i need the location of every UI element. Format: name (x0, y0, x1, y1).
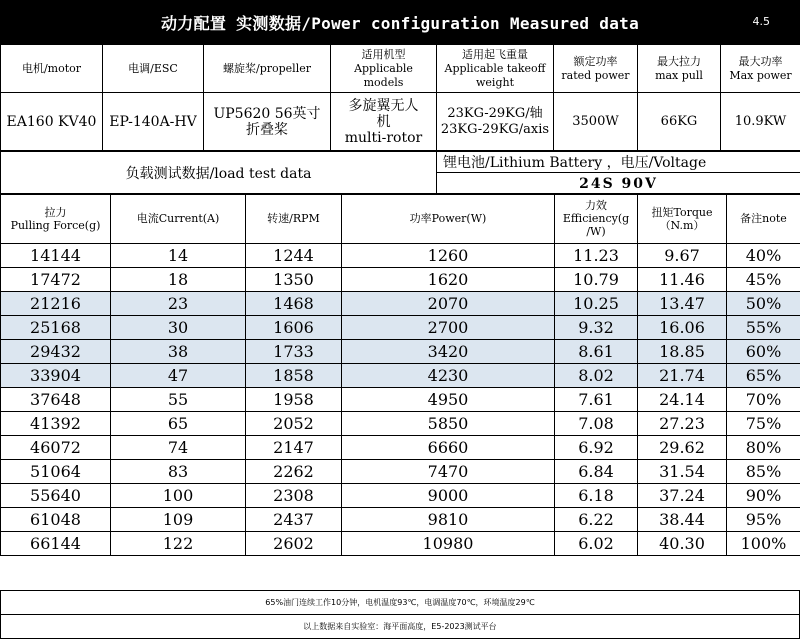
cell-note: 90% (727, 484, 800, 508)
col-header-torque: 扭矩Torque （N.m） (638, 194, 727, 244)
table-row (1, 268, 800, 292)
cell-rpm: 1350 (246, 268, 342, 292)
cell-torque: 9.67 (638, 244, 727, 268)
cell-eff: 9.32 (555, 316, 638, 340)
cell-eff: 6.22 (555, 508, 638, 532)
cell-torque: 38.44 (638, 508, 727, 532)
cell-eff: 11.23 (555, 244, 638, 268)
cell-note: 70% (727, 388, 800, 412)
cell-rpm: 1468 (246, 292, 342, 316)
footnote-table (0, 590, 800, 639)
footnote-conditions: 65%油门连续工作10分钟，电机温度93℃，电调温度70℃，环境温度29℃ (1, 591, 800, 615)
table-row (1, 460, 800, 484)
table-row (1, 340, 800, 364)
cell-note: 65% (727, 364, 800, 388)
cell-rpm: 2262 (246, 460, 342, 484)
table-row (1, 244, 800, 268)
battery-label: 锂电池/Lithium Battery ，电压/Voltage (437, 151, 800, 173)
cell-force: 46072 (1, 436, 111, 460)
cell-rpm: 2308 (246, 484, 342, 508)
cell-rpm: 1858 (246, 364, 342, 388)
spec-header-max-power: 最大功率 Max power (721, 45, 800, 93)
cell-torque: 18.85 (638, 340, 727, 364)
cell-power: 4230 (342, 364, 555, 388)
cell-eff: 10.79 (555, 268, 638, 292)
cell-power: 4950 (342, 388, 555, 412)
cell-rpm: 1606 (246, 316, 342, 340)
table-row (1, 484, 800, 508)
table-row (1, 316, 800, 340)
cell-current: 83 (111, 460, 246, 484)
cell-rpm: 1733 (246, 340, 342, 364)
spec-header-rated-power: 额定功率 rated power (554, 45, 638, 93)
load-header-table (0, 150, 800, 195)
col-header-force: 拉力 Pulling Force(g) (1, 194, 111, 244)
cell-power: 9810 (342, 508, 555, 532)
cell-force: 51064 (1, 460, 111, 484)
cell-force: 25168 (1, 316, 111, 340)
cell-eff: 7.61 (555, 388, 638, 412)
spec-motor: EA160 KV40 (1, 93, 103, 152)
cell-force: 21216 (1, 292, 111, 316)
col-header-note: 备注note (727, 194, 800, 244)
spec-header-models: 适用机型 Applicable models (331, 45, 437, 93)
cell-note: 95% (727, 508, 800, 532)
data-header-row (1, 194, 800, 244)
cell-eff: 6.02 (555, 532, 638, 556)
cell-power: 5850 (342, 412, 555, 436)
load-test-title: 负载测试数据/load test data (1, 151, 437, 195)
spec-max-pull: 66KG (638, 93, 721, 152)
cell-note: 55% (727, 316, 800, 340)
cell-torque: 24.14 (638, 388, 727, 412)
cell-current: 74 (111, 436, 246, 460)
footnote-source: 以上数据来自实验室：海平面高度，E5-2023测试平台 (1, 615, 800, 639)
cell-note: 80% (727, 436, 800, 460)
spec-max-power: 10.9KW (721, 93, 800, 152)
cell-force: 66144 (1, 532, 111, 556)
cell-rpm: 1958 (246, 388, 342, 412)
cell-torque: 37.24 (638, 484, 727, 508)
table-row (1, 292, 800, 316)
cell-power: 3420 (342, 340, 555, 364)
table-row (1, 436, 800, 460)
cell-eff: 6.92 (555, 436, 638, 460)
cell-power: 6660 (342, 436, 555, 460)
spec-esc: EP-140A-HV (103, 93, 204, 152)
cell-power: 1620 (342, 268, 555, 292)
data-rows (1, 244, 800, 556)
spec-header-esc: 电调/ESC (103, 45, 204, 93)
table-row (1, 364, 800, 388)
cell-torque: 40.30 (638, 532, 727, 556)
spec-propeller: UP5620 56英寸 折叠桨 (204, 93, 331, 152)
cell-current: 122 (111, 532, 246, 556)
title-bar (0, 0, 800, 44)
cell-torque: 29.62 (638, 436, 727, 460)
cell-rpm: 2602 (246, 532, 342, 556)
col-header-current: 电流Current(A) (111, 194, 246, 244)
table-row (1, 532, 800, 556)
cell-power: 9000 (342, 484, 555, 508)
cell-power: 7470 (342, 460, 555, 484)
load-data-table (0, 193, 800, 556)
spec-header-motor: 电机/motor (1, 45, 103, 93)
table-row (1, 412, 800, 436)
cell-eff: 10.25 (555, 292, 638, 316)
cell-current: 55 (111, 388, 246, 412)
cell-rpm: 2437 (246, 508, 342, 532)
cell-current: 109 (111, 508, 246, 532)
cell-current: 30 (111, 316, 246, 340)
spec-models: 多旋翼无人 机 multi-rotor (331, 93, 437, 152)
cell-force: 29432 (1, 340, 111, 364)
cell-note: 50% (727, 292, 800, 316)
cell-force: 33904 (1, 364, 111, 388)
cell-force: 61048 (1, 508, 111, 532)
cell-current: 18 (111, 268, 246, 292)
cell-torque: 13.47 (638, 292, 727, 316)
cell-eff: 6.84 (555, 460, 638, 484)
cell-note: 100% (727, 532, 800, 556)
cell-force: 37648 (1, 388, 111, 412)
version-label: 4.5 (752, 15, 770, 28)
cell-current: 100 (111, 484, 246, 508)
cell-torque: 16.06 (638, 316, 727, 340)
cell-power: 2070 (342, 292, 555, 316)
cell-force: 41392 (1, 412, 111, 436)
spec-header-propeller: 螺旋桨/propeller (204, 45, 331, 93)
cell-current: 65 (111, 412, 246, 436)
spec-takeoff-weight: 23KG-29KG/轴 23KG-29KG/axis (437, 93, 554, 152)
cell-note: 45% (727, 268, 800, 292)
spec-table (0, 44, 800, 152)
cell-eff: 7.08 (555, 412, 638, 436)
cell-torque: 21.74 (638, 364, 727, 388)
cell-current: 47 (111, 364, 246, 388)
cell-current: 14 (111, 244, 246, 268)
cell-power: 2700 (342, 316, 555, 340)
col-header-rpm: 转速/RPM (246, 194, 342, 244)
cell-note: 75% (727, 412, 800, 436)
cell-torque: 31.54 (638, 460, 727, 484)
spec-header-max-pull: 最大拉力 max pull (638, 45, 721, 93)
cell-note: 40% (727, 244, 800, 268)
cell-power: 1260 (342, 244, 555, 268)
cell-eff: 6.18 (555, 484, 638, 508)
table-row (1, 508, 800, 532)
cell-rpm: 2052 (246, 412, 342, 436)
col-header-power: 功率Power(W) (342, 194, 555, 244)
battery-value: 24S 90V (437, 173, 800, 195)
cell-power: 10980 (342, 532, 555, 556)
cell-current: 23 (111, 292, 246, 316)
cell-current: 38 (111, 340, 246, 364)
page-title: 动力配置 实测数据/Power configuration Measured data (160, 13, 640, 33)
cell-force: 14144 (1, 244, 111, 268)
cell-eff: 8.61 (555, 340, 638, 364)
cell-torque: 27.23 (638, 412, 727, 436)
cell-note: 60% (727, 340, 800, 364)
spec-header-takeoff-weight: 适用起飞重量 Applicable takeoff weight (437, 45, 554, 93)
cell-force: 55640 (1, 484, 111, 508)
cell-torque: 11.46 (638, 268, 727, 292)
spec-rated-power: 3500W (554, 93, 638, 152)
cell-eff: 8.02 (555, 364, 638, 388)
col-header-efficiency: 力效 Efficiency(g /W) (555, 194, 638, 244)
cell-rpm: 1244 (246, 244, 342, 268)
cell-force: 17472 (1, 268, 111, 292)
table-row (1, 388, 800, 412)
cell-rpm: 2147 (246, 436, 342, 460)
cell-note: 85% (727, 460, 800, 484)
